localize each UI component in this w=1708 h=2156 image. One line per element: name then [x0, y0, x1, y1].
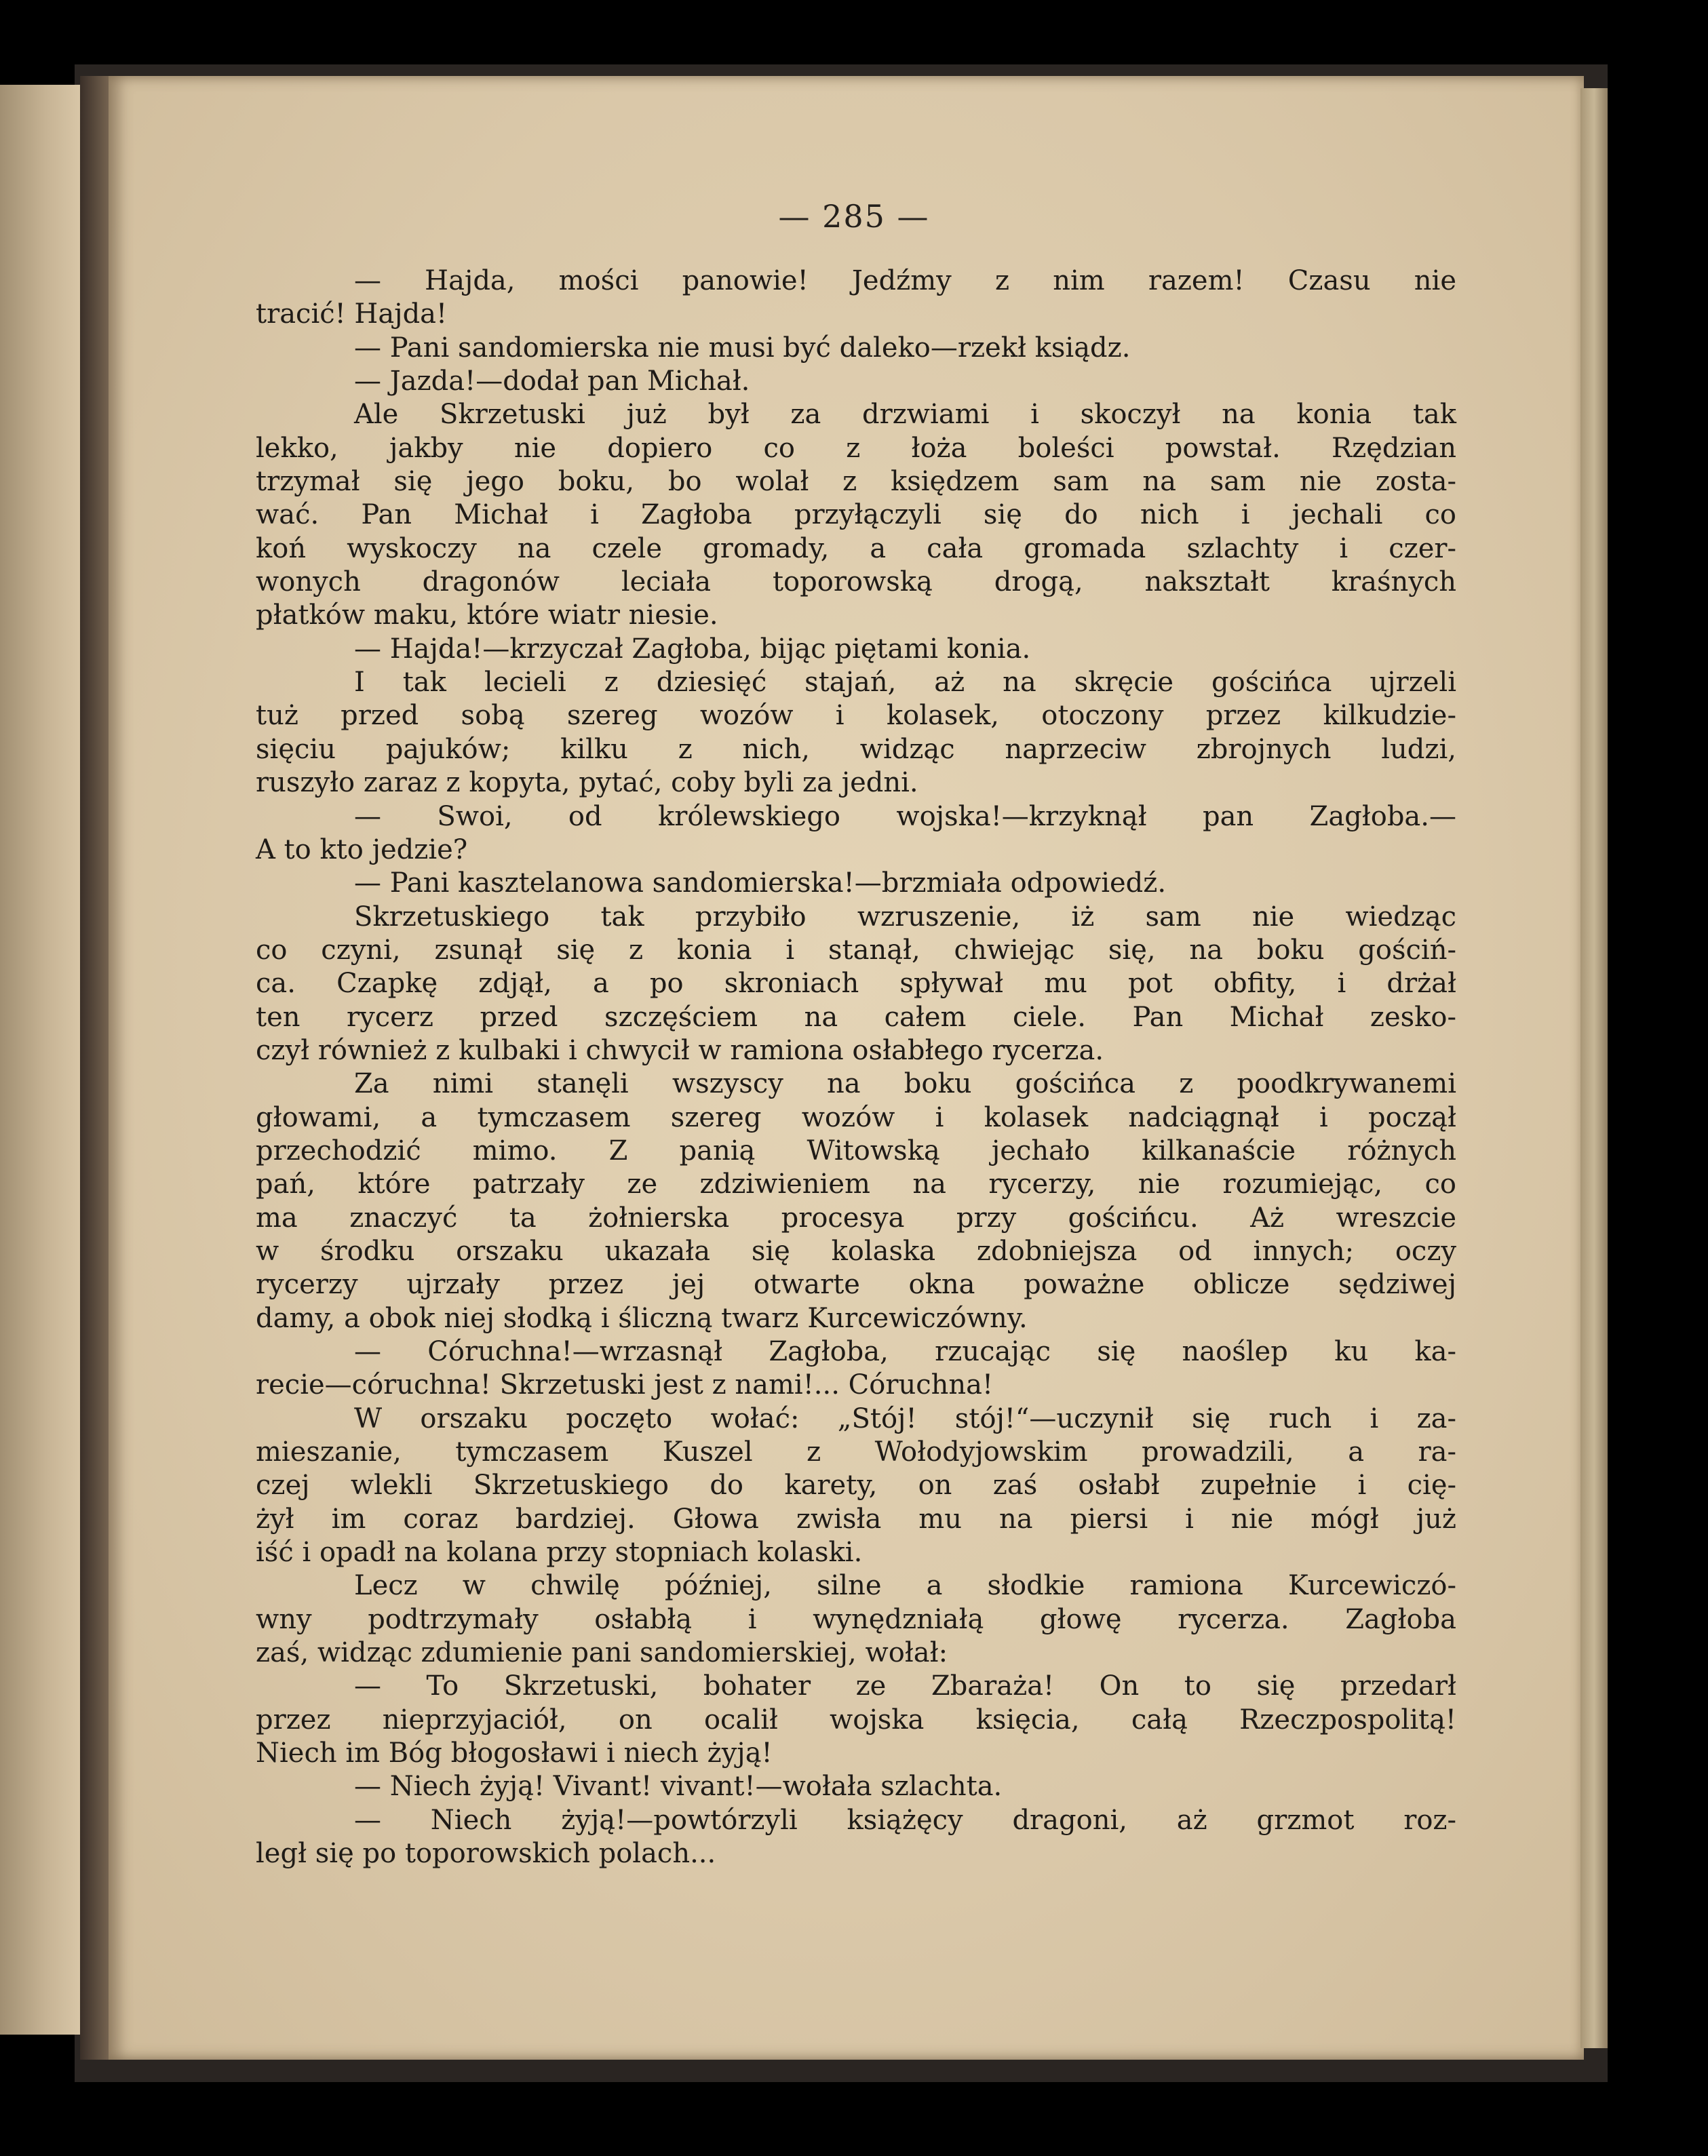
- text-line: — To Skrzetuski, bohater ze Zbaraża! On to się przedarł: [354, 1670, 1456, 1702]
- text-line: rycerzy ujrzały przez jej otwarte okna poważne oblicze sędziwej: [256, 1269, 1456, 1301]
- page-stack-edge: [1580, 88, 1608, 2048]
- text-line: lekko, jakby nie dopiero co z łoża boleści powstał. Rzędzian: [256, 432, 1456, 464]
- text-line: wonych dragonów leciała toporowską drogą, nakształt kraśnych: [256, 566, 1456, 598]
- text-line: przez nieprzyjaciół, on ocalił wojska księcia, całą Rzeczpospolitą!: [256, 1704, 1456, 1736]
- text-line: W orszaku poczęto wołać: „Stój! stój!“—uczynił się ruch i za-: [354, 1403, 1456, 1434]
- text-line: Skrzetuskiego tak przybiło wzruszenie, iż sam nie wiedząc: [354, 901, 1456, 933]
- text-line: ma znaczyć ta żołnierska procesya przy gościńcu. Aż wreszcie: [256, 1202, 1456, 1234]
- text-line: A to kto jedzie?: [256, 834, 468, 865]
- text-line: ten rycerz przed szczęściem na całem ciele. Pan Michał zesko-: [256, 1001, 1456, 1033]
- page-number: — 285 —: [778, 198, 930, 235]
- text-line: co czyni, zsunął się z konia i stanął, chwiejąc się, na boku gościń-: [256, 934, 1456, 966]
- text-line: przechodzić mimo. Z panią Witowską jechało kilkanaście różnych: [256, 1135, 1456, 1167]
- text-line: pań, które patrzały ze zdziwieniem na rycerzy, nie rozumiejąc, co: [256, 1169, 1456, 1200]
- text-line: Niech im Bóg błogosławi i niech żyją!: [256, 1738, 773, 1769]
- text-line: legł się po toporowskich polach...: [256, 1838, 716, 1870]
- text-line: tuż przed sobą szereg wozów i kolasek, otoczony przez kilkudzie-: [256, 700, 1456, 732]
- text-line: Ale Skrzetuski już był za drzwiami i skoczył na konia tak: [354, 399, 1456, 431]
- text-line: mieszanie, tymczasem Kuszel z Wołodyjowskim prowadzili, a ra-: [256, 1436, 1456, 1468]
- page-text: [256, 264, 1456, 1871]
- text-line: sięciu pajuków; kilku z nich, widząc naprzeciw zbrojnych ludzi,: [256, 733, 1456, 765]
- text-line: iść i opadł na kolana przy stopniach kolaski.: [256, 1537, 863, 1569]
- text-line: ca. Czapkę zdjął, a po skroniach spływał mu pot obfity, i drżał: [256, 968, 1456, 1000]
- text-line: w środku orszaku ukazała się kolaska zdobniejsza od innych; oczy: [256, 1235, 1456, 1267]
- text-line: głowami, a tymczasem szereg wozów i kolasek nadciągnął i począł: [256, 1101, 1456, 1133]
- text-line: — Hajda!—krzyczał Zagłoba, bijąc piętami konia.: [354, 633, 1031, 665]
- text-line: ruszyło zaraz z kopyta, pytać, coby byli za jedni.: [256, 767, 918, 799]
- text-line: — Swoi, od królewskiego wojska!—krzyknął pan Zagłoba.—: [354, 800, 1456, 832]
- text-line: — Pani sandomierska nie musi być daleko—rzekł ksiądz.: [354, 332, 1131, 364]
- text-line: — Córuchna!—wrzasnął Zagłoba, rzucając się naoślep ku ka-: [354, 1336, 1456, 1367]
- text-line: wny podtrzymały osłabłą i wynędzniałą głowę rycerza. Zagłoba: [256, 1603, 1456, 1635]
- text-line: płatków maku, które wiatr niesie.: [256, 600, 718, 631]
- text-line: — Pani kasztelanowa sandomierska!—brzmiała odpowiedź.: [354, 867, 1167, 899]
- text-line: I tak lecieli z dziesięć stajań, aż na skręcie gościńca ujrzeli: [354, 667, 1456, 699]
- text-line: recie—córuchna! Skrzetuski jest z nami!... Córuchna!: [256, 1369, 994, 1401]
- text-line: zaś, widząc zdumienie pani sandomierskiej, wołał:: [256, 1637, 948, 1669]
- text-line: — Jazda!—dodał pan Michał.: [354, 366, 750, 397]
- text-line: wać. Pan Michał i Zagłoba przyłączyli się do nich i jechali co: [256, 499, 1456, 531]
- text-line: — Hajda, mości panowie! Jedźmy z nim razem! Czasu nie: [354, 265, 1456, 296]
- book-gutter: [80, 76, 113, 2060]
- text-line: czył również z kulbaki i chwycił w ramiona osłabłego rycerza.: [256, 1034, 1104, 1066]
- text-line: Za nimi stanęli wszyscy na boku gościńca z poodkrywanemi: [354, 1068, 1456, 1100]
- text-line: tracić! Hajda!: [256, 298, 448, 330]
- text-line: — Niech żyją! Vivant! vivant!—wołała szlachta.: [354, 1771, 1003, 1803]
- text-line: czej wlekli Skrzetuskiego do karety, on zaś osłabł zupełnie i cię-: [256, 1470, 1456, 1502]
- text-line: damy, a obok niej słodką i śliczną twarz Kurcewiczówny.: [256, 1302, 1028, 1334]
- text-line: trzymał się jego boku, bo wolał z księdzem sam na sam nie zosta-: [256, 466, 1456, 498]
- text-line: koń wyskoczy na czele gromady, a cała gromada szlachty i czer-: [256, 532, 1456, 564]
- text-line: żył im coraz bardziej. Głowa zwisła mu na piersi i nie mógł już: [256, 1503, 1456, 1535]
- text-line: Lecz w chwilę później, silne a słodkie ramiona Kurcewiczó-: [354, 1570, 1456, 1602]
- text-line: — Niech żyją!—powtórzyli książęcy dragoni, aż grzmot roz-: [354, 1804, 1456, 1836]
